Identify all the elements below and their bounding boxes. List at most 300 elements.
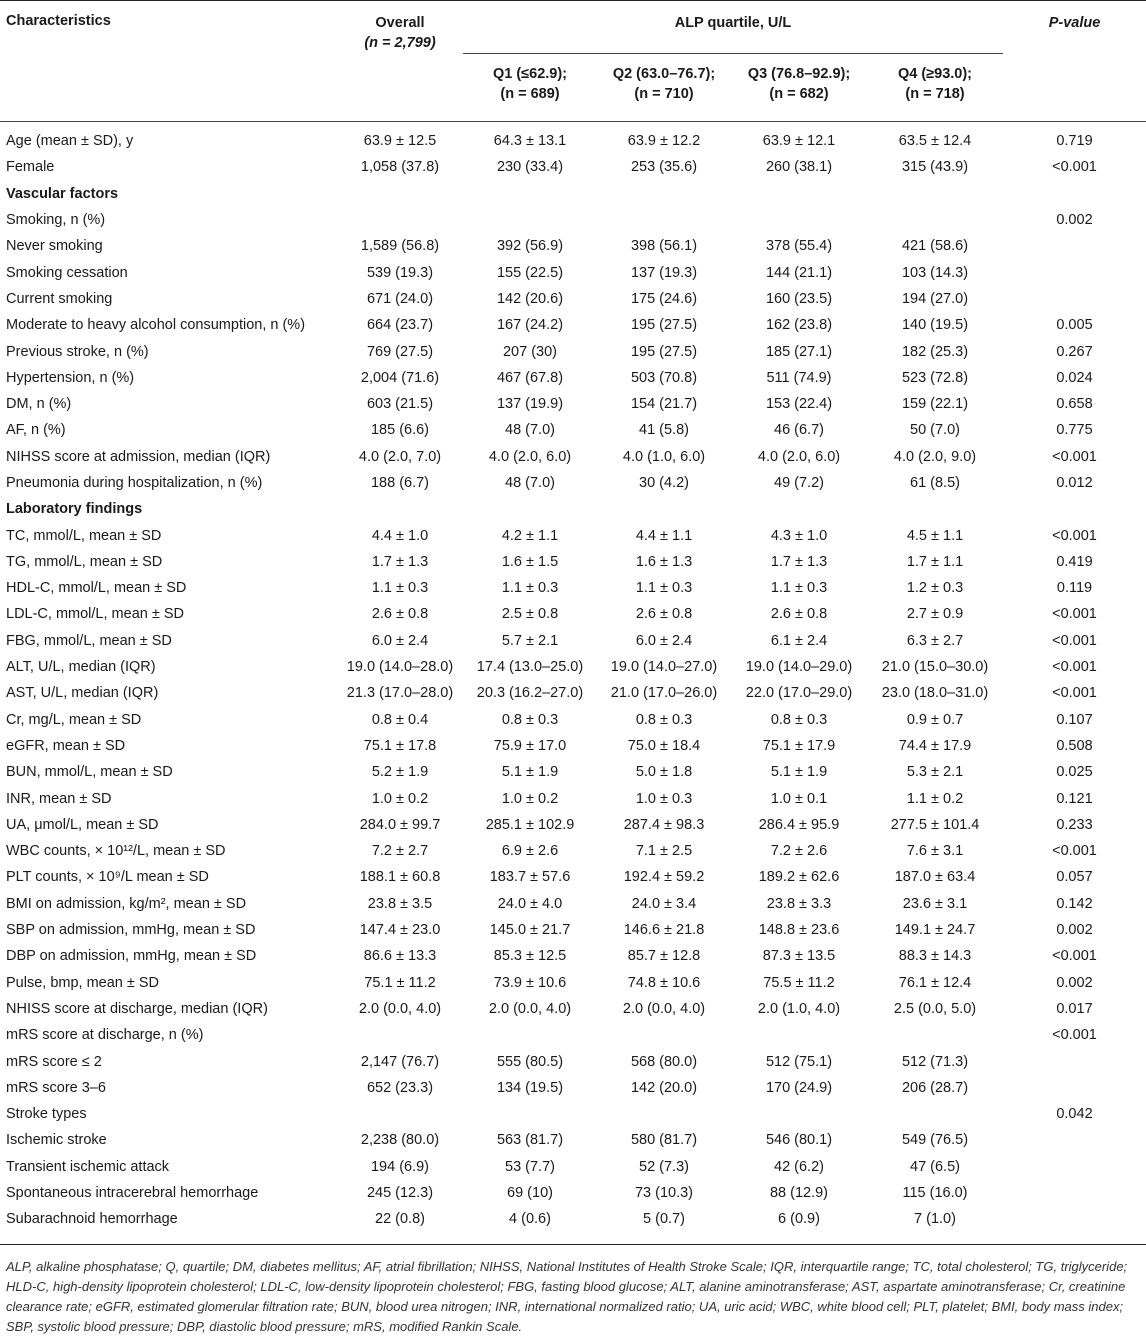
cell-q1: 4 (0.6) bbox=[463, 1206, 597, 1245]
cell-q2: 398 (56.1) bbox=[630, 238, 698, 255]
table-row bbox=[0, 417, 1146, 443]
row-label: PLT counts, × 10⁹/L mean ± SD bbox=[6, 869, 209, 886]
header-quartile-n: (n = 682) bbox=[769, 86, 829, 102]
cell-overall: 86.6 ± 13.3 bbox=[363, 948, 437, 965]
cell-q3: 46 (6.7) bbox=[774, 422, 824, 439]
row-label: NHISS score at discharge, median (IQR) bbox=[6, 1000, 268, 1017]
cell-q4: 182 (25.3) bbox=[901, 343, 969, 360]
row-label: mRS score 3–6 bbox=[6, 1079, 106, 1096]
cell-overall: 1.0 ± 0.2 bbox=[371, 790, 429, 807]
cell-q2: 1.1 ± 0.3 bbox=[635, 580, 693, 597]
cell-overall: 147.4 ± 23.0 bbox=[359, 922, 441, 939]
cell-p-value: 0.121 bbox=[1056, 790, 1093, 807]
table-row bbox=[0, 312, 1146, 338]
table-row bbox=[0, 549, 1146, 575]
cell-overall: 1.1 ± 0.3 bbox=[371, 580, 429, 597]
cell-q3: 148.8 ± 23.6 bbox=[758, 922, 840, 939]
cell-q4: 523 (72.8) bbox=[901, 369, 969, 386]
cell-q2: 75.0 ± 18.4 bbox=[627, 737, 701, 754]
row-label: Transient ischemic attack bbox=[6, 1158, 170, 1175]
row-label: Previous stroke, n (%) bbox=[6, 343, 149, 360]
cell-p-value: 0.142 bbox=[1056, 895, 1093, 912]
table-row bbox=[0, 1101, 1146, 1127]
cell-q4: 76.1 ± 12.4 bbox=[898, 974, 972, 991]
cell-q3: 162 (23.8) bbox=[765, 317, 833, 334]
cell-q3: 75.1 ± 17.9 bbox=[762, 737, 836, 754]
cell-q2: 253 (35.6) bbox=[630, 159, 698, 176]
table-row bbox=[0, 522, 1146, 548]
row-label: LDL-C, mmol/L, mean ± SD bbox=[6, 606, 184, 623]
cell-q4: 1.1 ± 0.2 bbox=[906, 790, 964, 807]
header-quartile-range: Q4 (≥93.0); bbox=[897, 66, 973, 82]
table-row bbox=[0, 365, 1146, 391]
cell-p-value: <0.001 bbox=[1052, 606, 1097, 623]
cell-q4: 63.5 ± 12.4 bbox=[898, 133, 972, 150]
cell-q2 bbox=[597, 496, 731, 522]
cell-overall: 652 (23.3) bbox=[366, 1079, 434, 1096]
cell-overall: 7.2 ± 2.7 bbox=[371, 843, 429, 860]
cell-q2 bbox=[597, 207, 731, 233]
cell-overall: 22 (0.8) bbox=[337, 1206, 463, 1245]
cell-p-value bbox=[1003, 286, 1146, 312]
table-footnote: ALP, alkaline phosphatase; Q, quartile; DM, diabetes mellitus; AF, atrial fibrillation; NIHSS, National Institutes of Health Stroke Scale; IQR, interquartile range; TC, total cholesterol; TG, triglyceride; HLD-C, high-density lipoprotein cholesterol; LDL-C, low-density lipoprotein cholesterol; FBG, fasting blood glucose; ALT, alanine aminotransferase; AST, aspartate aminotransferase; Cr, creatinine clearance rate; eGFR, estimated glomerular filtration rate; BUN, blood urea nitrogen; INR, international normalized ratio; UA, uric acid; WBC, white blood cell; PLT, platelet; BMI, body mass index; SBP, systolic blood pressure; DBP, diastolic blood pressure; mRS, modified Rankin Scale. bbox=[6, 1259, 1128, 1335]
cell-q2: 137 (19.3) bbox=[630, 264, 698, 281]
cell-q3: 185 (27.1) bbox=[765, 343, 833, 360]
header-overall-label: Overall bbox=[375, 15, 425, 31]
cell-q4 bbox=[867, 1101, 1003, 1127]
table-row bbox=[0, 154, 1146, 180]
cell-overall: 19.0 (14.0–28.0) bbox=[346, 659, 454, 676]
cell-q3: 42 (6.2) bbox=[774, 1158, 824, 1175]
cell-overall: 188.1 ± 60.8 bbox=[359, 869, 441, 886]
cell-p-value: 0.419 bbox=[1056, 553, 1093, 570]
cell-q4: 315 (43.9) bbox=[901, 159, 969, 176]
cell-q3: 512 (75.1) bbox=[765, 1053, 833, 1070]
cell-q1: 230 (33.4) bbox=[496, 159, 564, 176]
row-label: Age (mean ± SD), y bbox=[6, 133, 134, 150]
cell-p-value bbox=[1003, 496, 1146, 522]
cell-q3: 87.3 ± 13.5 bbox=[762, 948, 836, 965]
cell-q4 bbox=[867, 1022, 1003, 1048]
cell-q1: 53 (7.7) bbox=[505, 1158, 555, 1175]
cell-p-value bbox=[1003, 1180, 1146, 1206]
header-overall bbox=[337, 1, 463, 122]
cell-q2: 73 (10.3) bbox=[634, 1185, 694, 1202]
row-label: AF, n (%) bbox=[6, 422, 66, 439]
cell-p-value: 0.508 bbox=[1056, 737, 1093, 754]
cell-q3: 2.6 ± 0.8 bbox=[770, 606, 828, 623]
cell-q3 bbox=[731, 1022, 867, 1048]
cell-q4: 21.0 (15.0–30.0) bbox=[881, 659, 989, 676]
cell-q1: 4.0 (2.0, 6.0) bbox=[488, 448, 572, 465]
cell-q4: 4.0 (2.0, 9.0) bbox=[893, 448, 977, 465]
cell-q1: 5.1 ± 1.9 bbox=[501, 764, 559, 781]
cell-overall: 2,147 (76.7) bbox=[360, 1053, 440, 1070]
cell-q2: 192.4 ± 59.2 bbox=[623, 869, 705, 886]
cell-q4 bbox=[867, 207, 1003, 233]
table-row bbox=[0, 1048, 1146, 1074]
cell-overall: 769 (27.5) bbox=[366, 343, 434, 360]
row-label: Never smoking bbox=[6, 238, 103, 255]
cell-q1: 167 (24.2) bbox=[496, 317, 564, 334]
cell-overall: 188 (6.7) bbox=[370, 475, 430, 491]
cell-p-value bbox=[1003, 1075, 1146, 1101]
cell-p-value: 0.233 bbox=[1056, 816, 1093, 833]
cell-q2: 195 (27.5) bbox=[630, 317, 698, 334]
cell-q4: 74.4 ± 17.9 bbox=[898, 737, 972, 754]
header-p-value: P-value bbox=[1003, 1, 1146, 122]
row-label: AST, U/L, median (IQR) bbox=[6, 685, 159, 702]
row-label: HDL-C, mmol/L, mean ± SD bbox=[6, 580, 187, 597]
row-label: Smoking cessation bbox=[6, 264, 128, 281]
cell-q1: 563 (81.7) bbox=[496, 1132, 564, 1149]
cell-q2: 19.0 (14.0–27.0) bbox=[610, 659, 718, 676]
cell-overall: 21.3 (17.0–28.0) bbox=[346, 685, 454, 702]
cell-q2: 175 (24.6) bbox=[630, 290, 698, 307]
cell-p-value bbox=[1003, 259, 1146, 285]
cell-q4: 512 (71.3) bbox=[901, 1053, 969, 1070]
row-label: NIHSS score at admission, median (IQR) bbox=[6, 448, 271, 465]
cell-q2: 580 (81.7) bbox=[630, 1132, 698, 1149]
cell-q4: 421 (58.6) bbox=[901, 238, 969, 255]
cell-q4: 2.5 (0.0, 5.0) bbox=[893, 1000, 977, 1017]
table-row bbox=[0, 917, 1146, 943]
cell-q1: 207 (30) bbox=[502, 343, 557, 360]
cell-p-value: 0.024 bbox=[1056, 369, 1093, 386]
cell-overall: 1.7 ± 1.3 bbox=[371, 553, 429, 570]
cell-q1: 142 (20.6) bbox=[496, 290, 564, 307]
cell-overall: 0.8 ± 0.4 bbox=[371, 711, 429, 728]
table-row bbox=[0, 1127, 1146, 1153]
header-characteristics: Characteristics bbox=[0, 1, 337, 122]
cell-q3: 2.0 (1.0, 4.0) bbox=[757, 1000, 841, 1017]
row-label: SBP on admission, mmHg, mean ± SD bbox=[6, 922, 256, 939]
cell-q3: 1.1 ± 0.3 bbox=[770, 580, 828, 597]
cell-q2: 568 (80.0) bbox=[630, 1053, 698, 1070]
cell-q2: 2.6 ± 0.8 bbox=[635, 606, 693, 623]
header-quartile-range: Q1 (≤62.9); bbox=[492, 66, 568, 82]
row-label: Subarachnoid hemorrhage bbox=[0, 1206, 337, 1245]
cell-q2: 0.8 ± 0.3 bbox=[635, 711, 693, 728]
cell-p-value: <0.001 bbox=[1052, 159, 1097, 176]
row-label: BUN, mmol/L, mean ± SD bbox=[6, 764, 173, 781]
cell-q1: 5.7 ± 2.1 bbox=[501, 632, 559, 649]
header-quartile-range: Q3 (76.8–92.9); bbox=[747, 66, 851, 82]
row-label: DM, n (%) bbox=[6, 396, 72, 413]
cell-q3: 4.0 (2.0, 6.0) bbox=[757, 448, 841, 465]
cell-p-value: 0.005 bbox=[1056, 317, 1093, 334]
cell-p-value bbox=[1003, 1127, 1146, 1153]
cell-p-value bbox=[1003, 1206, 1146, 1245]
cell-p-value: <0.001 bbox=[1052, 1027, 1097, 1044]
cell-q4: 23.0 (18.0–31.0) bbox=[881, 685, 989, 702]
cell-p-value: 0.107 bbox=[1056, 711, 1093, 728]
cell-overall bbox=[337, 207, 463, 233]
header-quartile-q4 bbox=[867, 54, 1003, 122]
table-row bbox=[0, 1206, 1146, 1245]
cell-q1: 48 (7.0) bbox=[505, 422, 555, 439]
cell-overall: 23.8 ± 3.5 bbox=[367, 895, 433, 912]
cell-q1 bbox=[463, 496, 597, 522]
cell-p-value: 0.017 bbox=[1056, 1000, 1093, 1017]
cell-q4: 7.6 ± 3.1 bbox=[906, 843, 964, 860]
cell-q3: 49 (7.2) bbox=[774, 475, 824, 491]
cell-overall: 603 (21.5) bbox=[366, 396, 434, 413]
cell-p-value: 0.002 bbox=[1056, 212, 1093, 229]
header-quartile-n: (n = 689) bbox=[500, 86, 560, 102]
table-body bbox=[0, 122, 1146, 1245]
cell-p-value: <0.001 bbox=[1052, 527, 1097, 544]
cell-q3: 0.8 ± 0.3 bbox=[770, 711, 828, 728]
table-row bbox=[0, 286, 1146, 312]
table-row bbox=[0, 759, 1146, 785]
cell-overall: 185 (6.6) bbox=[370, 422, 430, 439]
cell-q3: 170 (24.9) bbox=[765, 1079, 833, 1096]
cell-q4: 88.3 ± 14.3 bbox=[898, 948, 972, 965]
cell-q3: 63.9 ± 12.1 bbox=[762, 133, 836, 150]
cell-q3: 153 (22.4) bbox=[765, 396, 833, 413]
header-quartile-q2 bbox=[597, 54, 731, 122]
row-label: Spontaneous intracerebral hemorrhage bbox=[6, 1185, 259, 1202]
cell-p-value: <0.001 bbox=[1052, 448, 1097, 465]
table-row bbox=[0, 391, 1146, 417]
table-row bbox=[0, 812, 1146, 838]
row-label: Cr, mg/L, mean ± SD bbox=[6, 711, 142, 728]
table-row bbox=[0, 838, 1146, 864]
row-label: mRS score at discharge, n (%) bbox=[6, 1027, 204, 1044]
cell-q1 bbox=[463, 207, 597, 233]
cell-q2 bbox=[597, 181, 731, 207]
table-row bbox=[0, 1075, 1146, 1101]
cell-q2: 5.0 ± 1.8 bbox=[635, 764, 693, 781]
cell-q3: 7.2 ± 2.6 bbox=[770, 843, 828, 860]
cell-q1: 64.3 ± 13.1 bbox=[493, 133, 567, 150]
cell-q3: 511 (74.9) bbox=[766, 369, 832, 386]
cell-q1: 1.0 ± 0.2 bbox=[501, 790, 559, 807]
cell-q3: 4.3 ± 1.0 bbox=[770, 527, 828, 544]
cell-overall: 4.0 (2.0, 7.0) bbox=[358, 448, 442, 465]
cell-q2 bbox=[597, 1022, 731, 1048]
header-alp-quartile-group: ALP quartile, U/L bbox=[463, 1, 1003, 54]
cell-q4: 1.2 ± 0.3 bbox=[906, 580, 964, 597]
cell-q4: 2.7 ± 0.9 bbox=[906, 606, 964, 623]
cell-p-value: <0.001 bbox=[1052, 843, 1097, 860]
cell-q2: 1.6 ± 1.3 bbox=[635, 553, 693, 570]
row-label: Stroke types bbox=[6, 1106, 87, 1123]
cell-q1 bbox=[463, 1101, 597, 1127]
table-row bbox=[0, 1022, 1146, 1048]
cell-p-value: <0.001 bbox=[1052, 659, 1097, 676]
cell-q2: 4.4 ± 1.1 bbox=[635, 527, 693, 544]
cell-q1: 6.9 ± 2.6 bbox=[501, 843, 559, 860]
cell-q4: 206 (28.7) bbox=[901, 1079, 969, 1096]
row-label: Current smoking bbox=[6, 290, 113, 307]
cell-q3: 160 (23.5) bbox=[765, 290, 833, 307]
row-label: mRS score ≤ 2 bbox=[6, 1053, 102, 1070]
header-quartile-n: (n = 718) bbox=[905, 86, 965, 102]
cell-q2: 142 (20.0) bbox=[630, 1079, 698, 1096]
table-row bbox=[0, 122, 1146, 155]
cell-q4: 5.3 ± 2.1 bbox=[906, 764, 964, 781]
cell-q3: 19.0 (14.0–29.0) bbox=[745, 659, 853, 676]
cell-q2: 146.6 ± 21.8 bbox=[623, 922, 705, 939]
cell-overall: 63.9 ± 12.5 bbox=[363, 133, 437, 150]
cell-q1: 137 (19.9) bbox=[496, 396, 564, 413]
section-label: Laboratory findings bbox=[6, 501, 143, 518]
cell-overall: 2.6 ± 0.8 bbox=[371, 606, 429, 623]
cell-p-value bbox=[1003, 233, 1146, 259]
cell-q3: 6 (0.9) bbox=[731, 1206, 867, 1245]
row-label: DBP on admission, mmHg, mean ± SD bbox=[6, 948, 257, 965]
cell-overall: 245 (12.3) bbox=[366, 1185, 434, 1202]
cell-q1: 285.1 ± 102.9 bbox=[485, 816, 575, 833]
cell-q2: 2.0 (0.0, 4.0) bbox=[622, 1000, 706, 1017]
cell-q2: 63.9 ± 12.2 bbox=[627, 133, 701, 150]
cell-q3 bbox=[731, 207, 867, 233]
cell-q1 bbox=[463, 1022, 597, 1048]
cell-q2: 74.8 ± 10.6 bbox=[627, 974, 701, 991]
cell-q3: 286.4 ± 95.9 bbox=[758, 816, 840, 833]
cell-q1: 20.3 (16.2–27.0) bbox=[476, 685, 584, 702]
cell-q3 bbox=[731, 1101, 867, 1127]
row-label: INR, mean ± SD bbox=[6, 790, 112, 807]
cell-p-value: 0.119 bbox=[1056, 580, 1093, 597]
cell-overall bbox=[337, 1101, 463, 1127]
cell-p-value: 0.002 bbox=[1056, 974, 1093, 991]
cell-q3: 5.1 ± 1.9 bbox=[770, 764, 828, 781]
cell-p-value: 0.042 bbox=[1056, 1106, 1093, 1123]
cell-overall: 539 (19.3) bbox=[366, 264, 434, 281]
cell-q1: 555 (80.5) bbox=[496, 1053, 564, 1070]
table-row bbox=[0, 444, 1146, 470]
cell-q2: 5 (0.7) bbox=[597, 1206, 731, 1245]
cell-q4: 7 (1.0) bbox=[867, 1206, 1003, 1245]
row-label: WBC counts, × 10¹²/L, mean ± SD bbox=[6, 843, 226, 860]
header-overall-n: (n = 2,799) bbox=[364, 35, 436, 51]
cell-q1: 17.4 (13.0–25.0) bbox=[476, 659, 584, 676]
cell-q3: 189.2 ± 62.6 bbox=[758, 869, 840, 886]
cell-q1: 1.1 ± 0.3 bbox=[501, 580, 559, 597]
section-header-row bbox=[0, 181, 1146, 207]
cell-q4: 187.0 ± 63.4 bbox=[894, 869, 976, 886]
cell-p-value: <0.001 bbox=[1052, 632, 1097, 649]
cell-q2: 52 (7.3) bbox=[639, 1158, 689, 1175]
header-quartile-range: Q2 (63.0–76.7); bbox=[612, 66, 716, 82]
cell-q1: 69 (10) bbox=[507, 1185, 553, 1202]
cell-q2: 21.0 (17.0–26.0) bbox=[610, 685, 718, 702]
section-header-row bbox=[0, 496, 1146, 522]
cell-q1: 4.2 ± 1.1 bbox=[501, 527, 559, 544]
cell-q3: 546 (80.1) bbox=[765, 1132, 833, 1149]
cell-p-value bbox=[1003, 1154, 1146, 1180]
cell-p-value: <0.001 bbox=[1052, 685, 1097, 702]
row-label: Smoking, n (%) bbox=[6, 212, 106, 229]
table-row bbox=[0, 338, 1146, 364]
cell-q4: 61 (8.5) bbox=[910, 475, 960, 491]
cell-q1: 75.9 ± 17.0 bbox=[493, 737, 567, 754]
table-row bbox=[0, 707, 1146, 733]
cell-q2: 287.4 ± 98.3 bbox=[623, 816, 705, 833]
cell-q2: 154 (21.7) bbox=[630, 396, 698, 413]
table-row bbox=[0, 575, 1146, 601]
cell-q4: 194 (27.0) bbox=[901, 290, 969, 307]
cell-overall: 2,004 (71.6) bbox=[360, 369, 440, 386]
cell-p-value: 0.025 bbox=[1056, 764, 1093, 781]
cell-q2: 4.0 (1.0, 6.0) bbox=[622, 448, 706, 465]
cell-q1 bbox=[463, 181, 597, 207]
row-label: FBG, mmol/L, mean ± SD bbox=[6, 632, 172, 649]
cell-p-value: 0.002 bbox=[1056, 922, 1093, 939]
cell-q3: 22.0 (17.0–29.0) bbox=[745, 685, 853, 702]
cell-q3: 23.8 ± 3.3 bbox=[766, 895, 832, 912]
cell-q4: 0.9 ± 0.7 bbox=[906, 711, 964, 728]
header-quartile-q3 bbox=[731, 54, 867, 122]
cell-q3: 75.5 ± 11.2 bbox=[763, 974, 835, 991]
cell-q2: 24.0 ± 3.4 bbox=[631, 895, 697, 912]
table-row bbox=[0, 943, 1146, 969]
cell-q2: 85.7 ± 12.8 bbox=[627, 948, 701, 965]
cell-p-value: <0.001 bbox=[1052, 948, 1097, 965]
table-row bbox=[0, 1180, 1146, 1206]
cell-overall: 6.0 ± 2.4 bbox=[371, 632, 429, 649]
row-label: Moderate to heavy alcohol consumption, n (%) bbox=[6, 317, 306, 334]
cell-p-value bbox=[1003, 181, 1146, 207]
cell-q4: 140 (19.5) bbox=[901, 317, 969, 334]
cell-q4: 277.5 ± 101.4 bbox=[890, 816, 980, 833]
cell-q1: 1.6 ± 1.5 bbox=[501, 553, 559, 570]
row-label: TG, mmol/L, mean ± SD bbox=[6, 553, 163, 570]
cell-q2: 6.0 ± 2.4 bbox=[635, 632, 693, 649]
cell-q4: 23.6 ± 3.1 bbox=[902, 895, 968, 912]
row-label: BMI on admission, kg/m², mean ± SD bbox=[6, 895, 247, 912]
cell-q4 bbox=[867, 181, 1003, 207]
cell-overall: 75.1 ± 11.2 bbox=[364, 974, 436, 991]
cell-q4: 159 (22.1) bbox=[901, 396, 969, 413]
cell-overall: 75.1 ± 17.8 bbox=[363, 737, 437, 754]
table-row bbox=[0, 259, 1146, 285]
table-row bbox=[0, 601, 1146, 627]
cell-q2: 503 (70.8) bbox=[630, 369, 698, 386]
cell-q3: 378 (55.4) bbox=[765, 238, 833, 255]
cell-overall: 284.0 ± 99.7 bbox=[359, 816, 441, 833]
cell-overall: 5.2 ± 1.9 bbox=[371, 764, 429, 781]
cell-overall: 2,238 (80.0) bbox=[360, 1132, 440, 1149]
table-row bbox=[0, 680, 1146, 706]
table-row bbox=[0, 1154, 1146, 1180]
table-row bbox=[0, 864, 1146, 890]
cell-q4: 115 (16.0) bbox=[902, 1185, 968, 1202]
row-label: Ischemic stroke bbox=[6, 1132, 107, 1149]
cell-overall bbox=[337, 1022, 463, 1048]
cell-p-value: 0.775 bbox=[1056, 422, 1093, 439]
table-row bbox=[0, 654, 1146, 680]
cell-q1: 2.5 ± 0.8 bbox=[501, 606, 559, 623]
row-label: Hypertension, n (%) bbox=[6, 369, 135, 386]
cell-q2 bbox=[597, 1101, 731, 1127]
cell-q2: 41 (5.8) bbox=[639, 422, 689, 439]
table-row bbox=[0, 233, 1146, 259]
cell-q2: 30 (4.2) bbox=[639, 475, 689, 491]
row-label: UA, μmol/L, mean ± SD bbox=[6, 816, 159, 833]
row-label: TC, mmol/L, mean ± SD bbox=[6, 527, 162, 544]
cell-q3: 260 (38.1) bbox=[765, 159, 833, 176]
cell-q1: 145.0 ± 21.7 bbox=[489, 922, 571, 939]
cell-q1: 24.0 ± 4.0 bbox=[497, 895, 563, 912]
table-row bbox=[0, 970, 1146, 996]
cell-overall: 4.4 ± 1.0 bbox=[371, 527, 429, 544]
cell-p-value: 0.267 bbox=[1056, 343, 1093, 360]
cell-p-value: 0.012 bbox=[1056, 475, 1093, 491]
